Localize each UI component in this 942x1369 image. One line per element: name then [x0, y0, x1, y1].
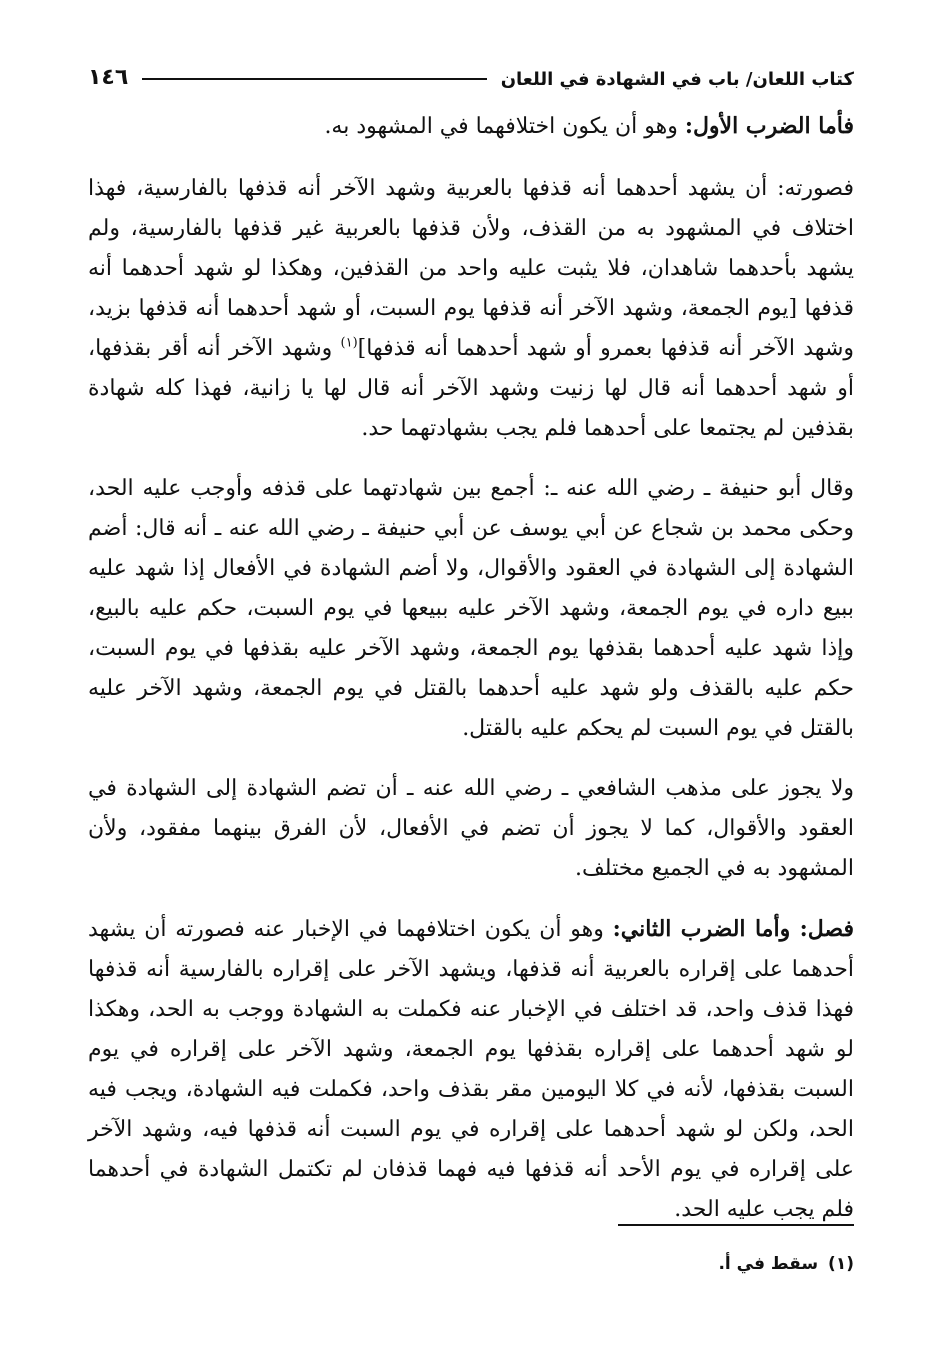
paragraph-lead: فصل: وأما الضرب الثاني: — [612, 916, 854, 942]
page-number: ١٤٦ — [88, 65, 129, 90]
body-text — [88, 106, 854, 1230]
paragraph-text: وهو أن يكون اختلافهما في المشهود به. — [324, 114, 685, 139]
paragraph-text: ولا يجوز على مذهب الشافعي ـ رضي الله عنه ـ أن تضم الشهادة إلى الشهادة في العقود والأقوال، كما لا يجوز أن تضم في الأفعال، لأن الفرق بينهما مفقود، ولأن المشهود به في الجميع مختلف. — [88, 776, 854, 881]
header-rule — [142, 78, 486, 80]
footnote-marker: (١) — [828, 1254, 854, 1274]
running-title: كتاب اللعان/ باب في الشهادة في اللعان — [500, 69, 854, 90]
paragraph-second-type — [88, 909, 854, 1230]
paragraph-text: فصورته: أن يشهد أحدهما أنه قذفها بالعربية وشهد الآخر أنه قذفها بالفارسية، فهذا اختلاف في المشهود به من القذف، ولأن قذفها بالعربية غير قذفها بالفارسية، ولم يشهد بأحدهما شاهدان، فلا يثبت عليه واحد من القذفين، وهكذا لو شهد أحدهما أنه قذفها [يوم الجمعة، وشهد الآخر أنه قذفها يوم السبت، أو شهد أحدهما أنه قذفها بزيد، وشهد الآخر أنه قذفها بعمرو أو شهد أحدهما أنه قذفها] — [88, 176, 855, 361]
paragraph-abu-hanifa — [88, 469, 854, 749]
paragraph-text-continued: وشهد الآخر أنه أقر بقذفها، أو شهد أحدهما أنه قال لها زنيت وشهد الآخر أنه قال لها يا زانية، فهذا كله شهادة بقذفين لم يجتمعا على أحدهما فلم يجب بشهادتهما حد. — [88, 336, 854, 441]
footnote-reference: (١) — [340, 335, 358, 351]
paragraph-text: وهو أن يكون اختلافهما في الإخبار عنه فصورته أن يشهد أحدهما على إقراره بالعربية أنه قذفها، ويشهد الآخر على إقراره بالفارسية أنه قذفها فهذا قذف واحد، قد اختلف في الإخبار عنه فكملت به الشهادة ووجب به الحد، وهكذا لو شهد أحدهما على إقراره بقذفها يوم الجمعة، وشهد الآخر على إقراره في يوم السبت بقذفها، لأنه في كلا اليومين مقر بقذف واحد، فكملت فيه الشهادة، ويجب فيه الحد، ولكن لو شهد أحدهما على إقراره في يوم السبت أنه قذفها فيه، وشهد الآخر على إقراره في يوم الأحد أنه قذفها فيه فهما قذفان لم تكتمل الشهادة في أحدهما فلم يجب عليه الحد. — [88, 917, 854, 1222]
paragraph-lead: فأما الضرب الأول: — [684, 113, 854, 139]
footnote-text: سقط في أ. — [718, 1254, 819, 1274]
paragraph-first-type — [88, 106, 854, 147]
paragraph-example — [88, 169, 854, 449]
footnote-rule — [618, 1224, 854, 1226]
paragraph-text: وقال أبو حنيفة ـ رضي الله عنه ـ: أجمع بين شهادتهما على قذفه وأوجب عليه الحد، وحكى محمد بن شجاع عن أبي يوسف عن أبي حنيفة ـ رضي الله عنه ـ أنه قال: أضم الشهادة إلى الشهادة في العقود والأقوال، ولا أضم الشهادة في الأفعال إذا شهد عليه ببيع داره في يوم الجمعة، وشهد الآخر عليه ببيعها في يوم السبت، حكم عليه بالبيع، وإذا شهد عليه أحدهما بقذفها يوم الجمعة، وشهد الآخر عليه بقذفها في يوم السبت، حكم عليه بالقذف ولو شهد عليه أحدهما بالقتل في يوم الجمعة، وشهد الآخر عليه بالقتل في يوم السبت لم يحكم عليه بالقتل. — [88, 476, 854, 741]
paragraph-shafii — [88, 769, 854, 889]
book-page — [88, 56, 854, 1346]
footnote — [718, 1254, 854, 1274]
page-header — [88, 56, 854, 90]
